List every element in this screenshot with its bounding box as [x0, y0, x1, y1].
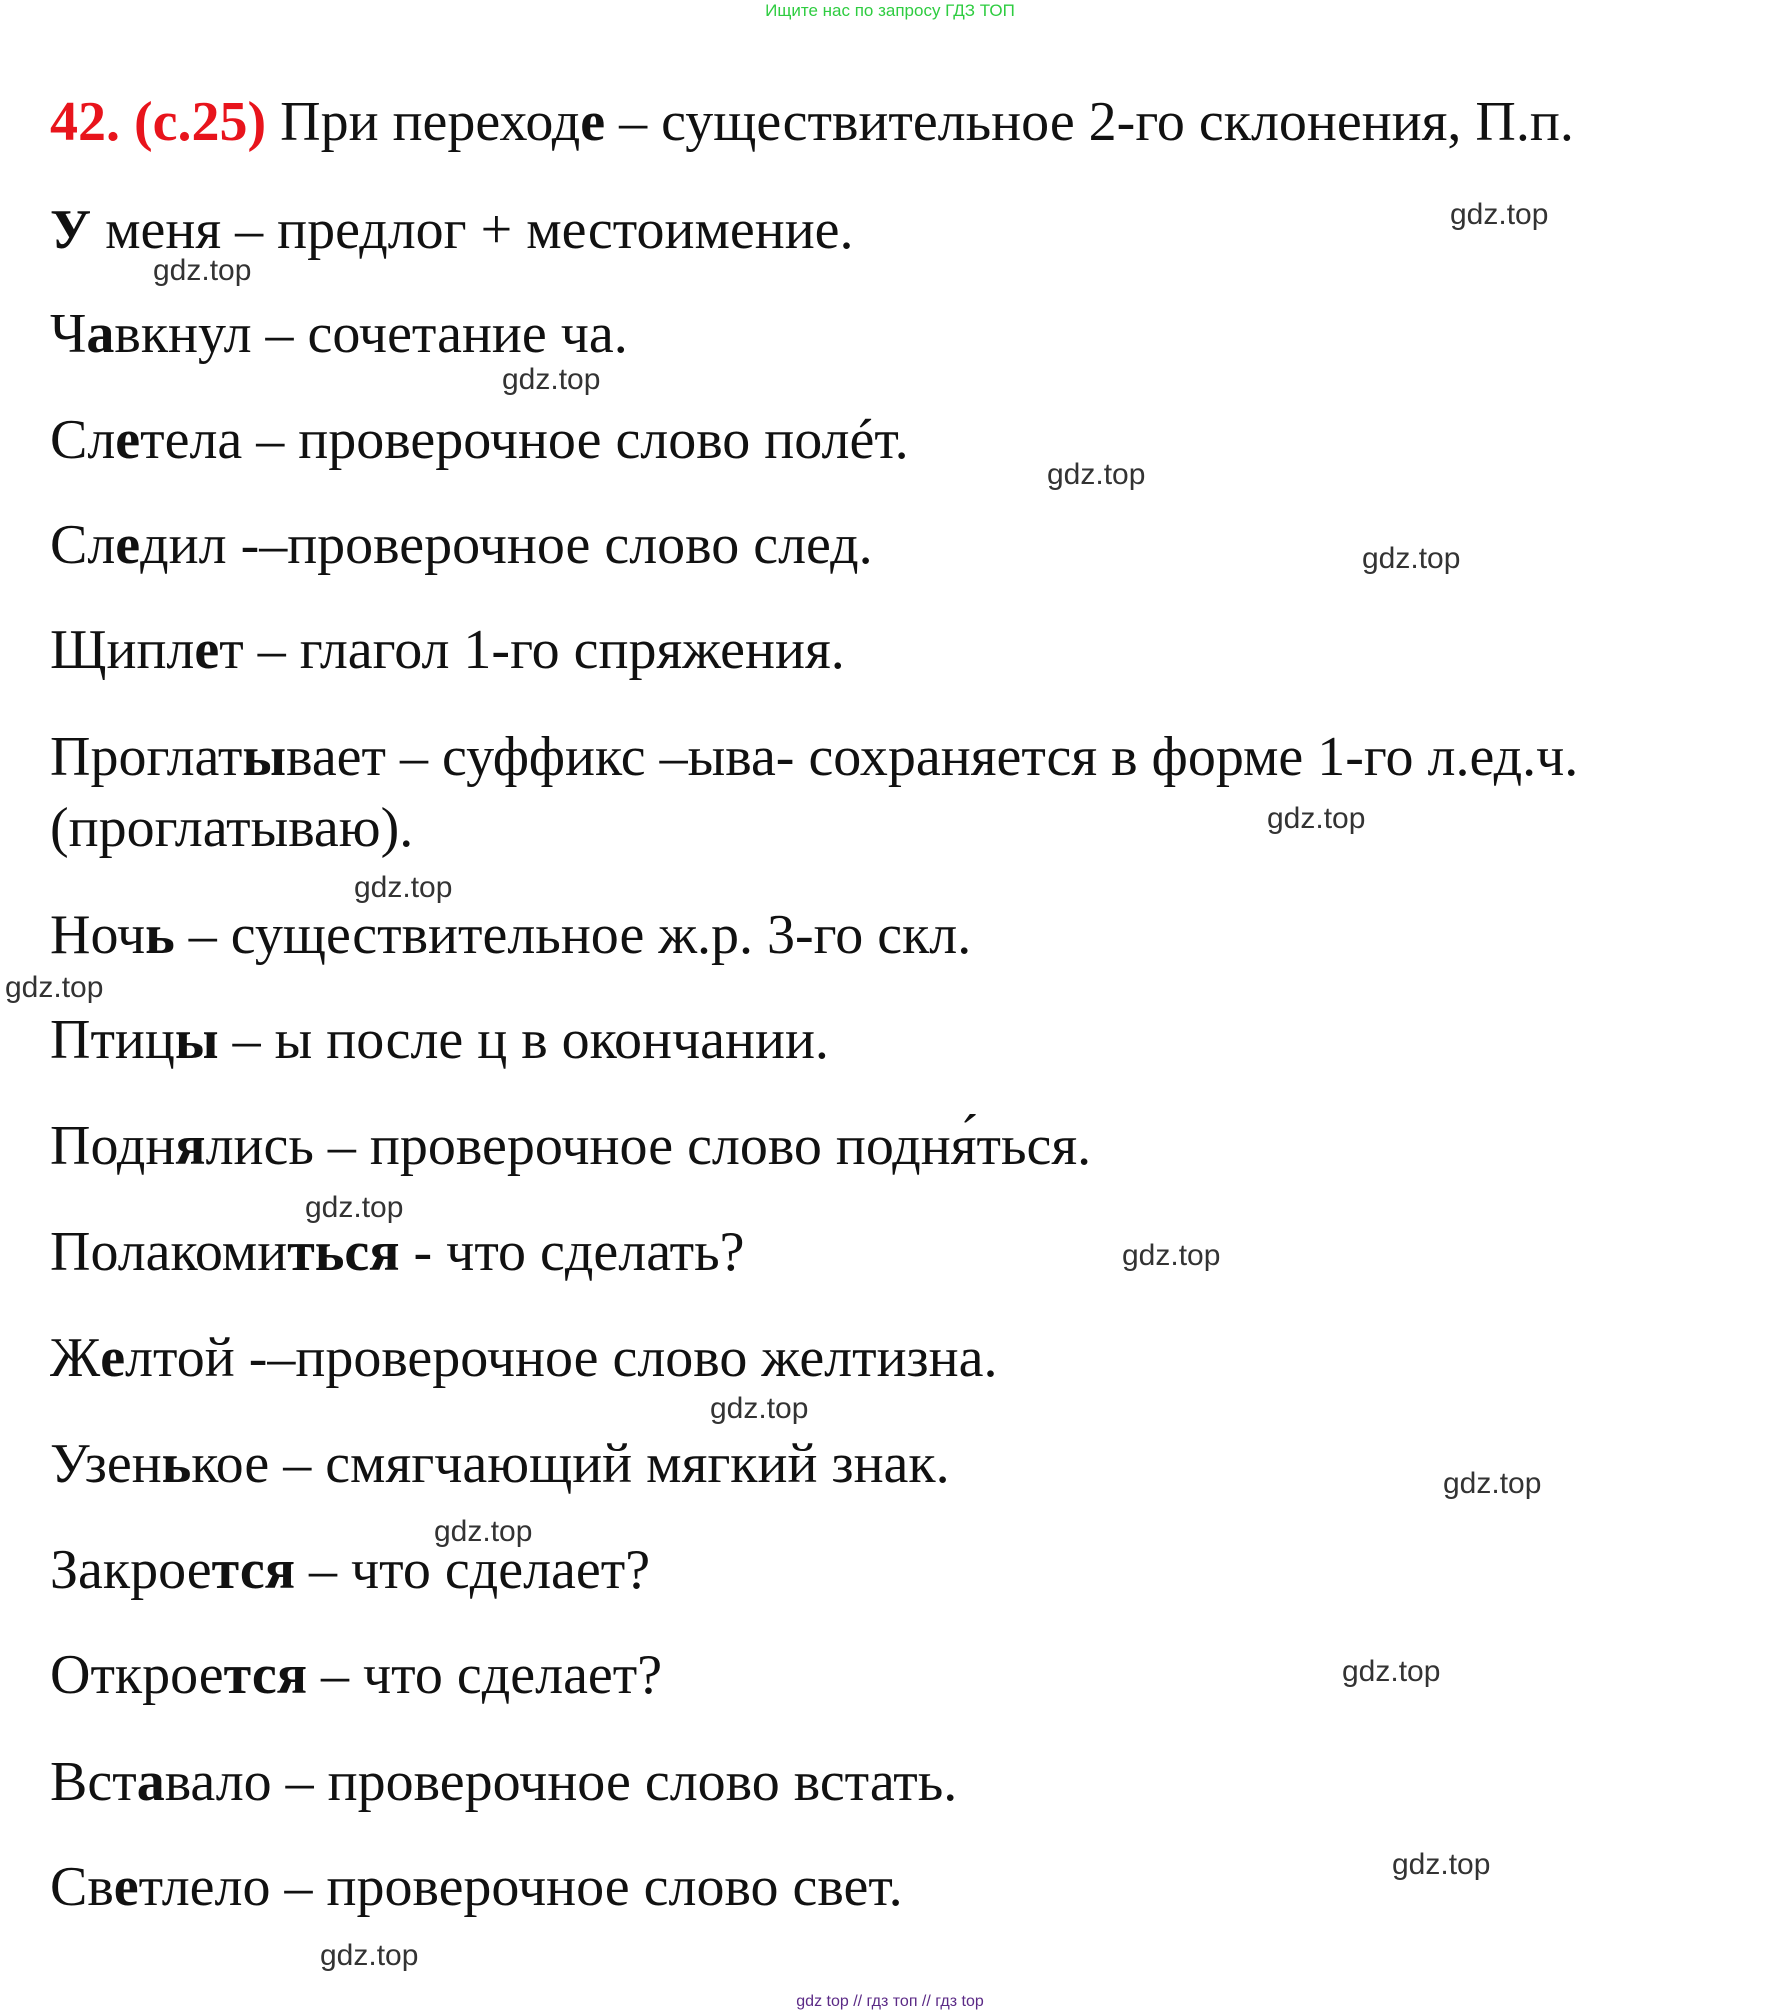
entry-post: вает – суффикс –ыва- сохраняется в форме 1-го л.ед.ч. — [286, 726, 1579, 788]
entry-bold: ы — [242, 726, 287, 788]
entry-pre: Ч — [50, 303, 87, 365]
entry-pre: Сл — [50, 514, 116, 576]
entry-line — [50, 1538, 650, 1602]
entry-bold: е — [115, 409, 141, 471]
entry-line — [50, 1008, 829, 1072]
watermark: gdz.top — [153, 254, 252, 287]
task-title — [50, 90, 1574, 154]
entry-bold: я — [175, 1115, 206, 1177]
entry-pre: Закрое — [50, 1539, 212, 1601]
entry-post: – существительное ж.р. 3-го скл. — [174, 904, 972, 966]
entry-pre: Открое — [50, 1644, 224, 1706]
entry-line — [50, 1326, 998, 1390]
entry-bold: У — [50, 199, 92, 261]
entry-post: – что сделает? — [295, 1539, 651, 1601]
watermark: gdz.top — [1267, 802, 1366, 835]
entry-pre: Сл — [50, 409, 116, 471]
entry-pre: Щипл — [50, 619, 195, 681]
entry-post: тела – проверочное слово полéт. — [140, 409, 909, 471]
entry-pre: Ж — [50, 1327, 101, 1389]
watermark: gdz.top — [305, 1191, 404, 1224]
entry-post: вкнул – сочетание ча. — [114, 303, 628, 365]
watermark: gdz.top — [320, 1939, 419, 1972]
entry-line — [50, 1855, 903, 1919]
watermark: gdz.top — [1342, 1655, 1441, 1688]
entry-post: – что сделает? — [307, 1644, 663, 1706]
entry-pre: Подн — [50, 1115, 176, 1177]
entry-post: - что сделать? — [399, 1221, 745, 1283]
entry-pre: Узен — [50, 1433, 162, 1495]
entry-pre: Птиц — [50, 1009, 175, 1071]
entry-line — [50, 796, 413, 860]
footer-watermark: gdz top // гдз топ // гдз top — [796, 1993, 984, 2010]
entry-pre: Вст — [50, 1751, 137, 1813]
entry-bold: тся — [211, 1539, 295, 1601]
entry-post: лись – проверочное слово подня́ться. — [205, 1115, 1092, 1177]
entry-post: вало – проверочное слово встать. — [164, 1751, 958, 1813]
entry-line — [50, 198, 854, 262]
entry-pre: Проглат — [50, 726, 243, 788]
watermark: gdz.top — [710, 1392, 809, 1425]
watermark: gdz.top — [1392, 1848, 1491, 1881]
watermark: gdz.top — [1362, 542, 1461, 575]
entry-bold: е — [100, 1327, 126, 1389]
entry-bold: а — [136, 1751, 165, 1813]
entry-bold: а — [86, 303, 115, 365]
entry-line — [50, 1114, 1091, 1178]
entry-pre: Св — [50, 1856, 114, 1918]
entry-post: кое – смягчающий мягкий знак. — [191, 1433, 950, 1495]
entry-bold: е — [113, 1856, 139, 1918]
watermark: gdz.top — [1122, 1239, 1221, 1272]
task-word-bold: е — [580, 91, 606, 153]
entry-post: меня – предлог + местоимение. — [91, 199, 854, 261]
entry-post: лтой -–проверочное слово желтизна. — [125, 1327, 998, 1389]
entry-line — [50, 1750, 957, 1814]
entry-line — [50, 618, 845, 682]
entry-bold: ь — [161, 1433, 192, 1495]
watermark: gdz.top — [1443, 1467, 1542, 1500]
watermark: gdz.top — [502, 363, 601, 396]
entry-line — [50, 408, 909, 472]
entry-bold: ться — [287, 1221, 400, 1283]
entry-bold: е — [115, 514, 141, 576]
entry-pre: Ноч — [50, 904, 146, 966]
entry-pre: (проглатываю). — [50, 797, 414, 859]
entry-bold: е — [194, 619, 220, 681]
entry-line — [50, 1643, 662, 1707]
entry-line — [50, 1432, 950, 1496]
task-number: 42. (с.25) — [50, 91, 267, 153]
entry-bold: тся — [223, 1644, 308, 1706]
entry-line — [50, 903, 971, 967]
entry-bold: ы — [174, 1009, 219, 1071]
task-rest: – существительное 2-го склонения, П.п. — [605, 91, 1574, 153]
entry-line — [50, 302, 628, 366]
entry-post: т – глагол 1-го спряжения. — [219, 619, 845, 681]
watermark: gdz.top — [434, 1515, 533, 1548]
entry-line — [50, 1220, 744, 1284]
top-banner: Ищите нас по запросу ГДЗ ТОП — [765, 1, 1015, 20]
entry-bold: ь — [145, 904, 175, 966]
task-word-pre: При переход — [280, 91, 581, 153]
entry-line — [50, 513, 873, 577]
watermark: gdz.top — [354, 871, 453, 904]
watermark: gdz.top — [1047, 458, 1146, 491]
entry-pre: Полакоми — [50, 1221, 288, 1283]
entry-line — [50, 725, 1578, 789]
watermark: gdz.top — [1450, 198, 1549, 231]
watermark: gdz.top — [5, 971, 104, 1004]
entry-post: – ы после ц в окончании. — [218, 1009, 829, 1071]
entry-post: дил -–проверочное слово след. — [140, 514, 873, 576]
entry-post: тлело – проверочное слово свет. — [138, 1856, 903, 1918]
